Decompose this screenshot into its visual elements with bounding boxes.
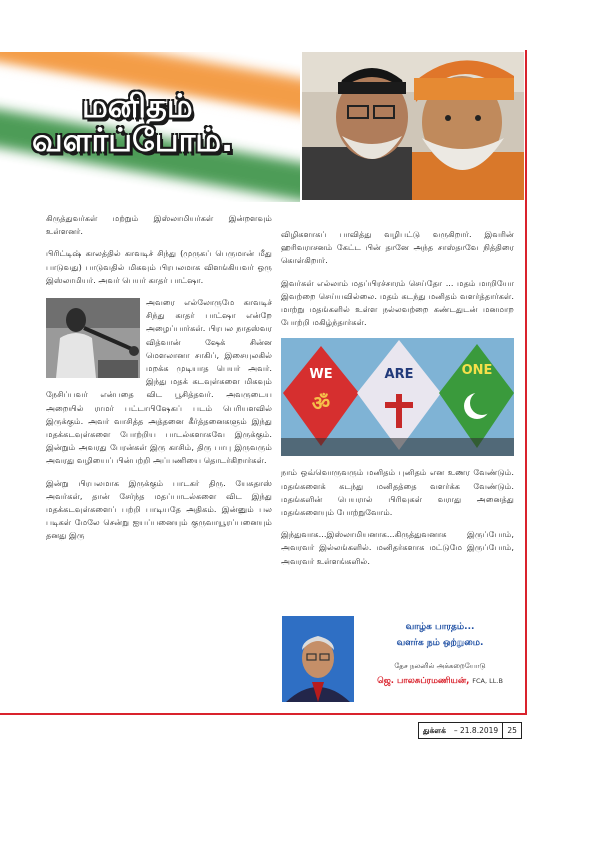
left-paragraph-1: கிருத்துவர்கள் மற்றும் இஸ்லாமியர்கள் இன்றளவும் உள்ளனர். xyxy=(46,213,272,237)
title-line-1: மனிதம் xyxy=(82,87,193,125)
kite-word-one: ONE xyxy=(461,363,493,379)
left-column xyxy=(46,212,272,552)
nadaswaram-player-photo xyxy=(46,298,140,378)
left-paragraph-2: பிரிட்டிஷ் காலத்தில் காவடிச் சிந்து (முருகப் பெருமான் மீது பாடுவது) பாடுவதில் மிகவும் பிரபலமாக விளங்கியவர் ஒரு இஸ்லாமியர். அவர் பெயர் காதர் பாட்ஷா. xyxy=(46,248,272,285)
page-footer xyxy=(418,722,522,739)
author-name-text: ஜெ. பாலசுப்ரமணியன், xyxy=(377,676,470,686)
author-credentials: FCA, LL.B xyxy=(472,677,503,685)
greeting-line-1: வாழ்க பாரதம்... xyxy=(405,622,475,632)
title-line-2: வளர்ப்போம். xyxy=(32,120,234,159)
right-column xyxy=(281,228,514,577)
om-symbol: ॐ xyxy=(311,391,331,416)
cross-symbol xyxy=(396,394,402,428)
greeting-line-2: வளர்க நம் ஒற்றுமை. xyxy=(396,638,484,648)
magazine-name: துக்ளக் xyxy=(423,726,446,735)
article-title xyxy=(32,87,234,159)
kite-word-are: ARE xyxy=(384,367,414,383)
left-paragraph-4: இன்று பிரபலமாக இருக்கும் பாடகர் திரு. யேசுதாஸ் அவர்கள், தான் சேர்ந்த மதப்பாடல்களை விட இந்து மதக்கடவுள்களைப் பற்றி பாடியதே அதிகம். இன்னும் பல படிகள் மேலே சென்று ஐயப்பனையும் குருவாயூரப்பனையும் தனது இரு xyxy=(46,477,272,541)
right-paragraph-1: விழிகளாகப் பாவித்து வழிபட்டு வருகிறார். இவரின் ஹரிவராசனம் கேட்ட பின் தானே அந்த சாஸ்தாவே நித்திரை கொள்கிறார். xyxy=(281,229,514,266)
left-paragraph-3: அவரை எல்லோருமே காவடிச் சிந்து காதர் பாட்ஷா என்றே அழைப்பார்கள். பிரபல நாதஸ்வர வித்வான் ஷேக் சின்ன மௌலானா சாகிப், இசையுலகில் மறக்க முடியாத பெயர் அவர். இந்து மதக் கடவுள்களை மிகவும் நேசிப்பவர் என்பதை விட பூசித்தவர். அவருடைய அறையில் ராமர் பட்டாபிஷேகப் படம் பெரியளவில் இருக்கும். அவர் வாசித்த அத்தனை கீர்த்தனைகளும் இந்து மதக்கடவுள்களை போற்றிய பாடல்களாகவே இருக்கும். இன்றும் அவரது பேரன்கள் இரு காசிம், திரு பாபு இருவரும் அவரது வழியைப் பின்பற்றி அப்பணியை தொடர்கிறார்கள். xyxy=(46,297,272,466)
greeting-box xyxy=(282,614,525,706)
we-are-one-kites-photo xyxy=(281,338,514,456)
right-paragraph-3: நாம் ஒவ்வொருவரும் மனிதம் புனிதம் என உணர வேண்டும். மதங்களைக் கடந்து மனிதத்தை வளர்க்க வேண்டும். மதங்களின் பெயரால் பிரிவுகள் வராது அனைத்து மதங்களையும் போற்றுவோம். xyxy=(281,467,514,518)
right-paragraph-4: இந்துவாக...இஸ்லாமியனாக...கிருத்துவனாக இருப்போம், அவரவர் இல்லங்களில். மனிதர்களாக மட்டுமே இருப்போம், அவரவர் உள்ளங்களில். xyxy=(281,529,514,566)
issue-date: – 21.8.2019 xyxy=(453,726,499,735)
kite-word-we: WE xyxy=(309,367,333,383)
right-paragraph-2: இவர்கள் எல்லாம் மதப்பிரச்சாரம் செய்தோ ... மதம் மாறியோ இவற்றை செய்யவில்லை. மதம் கடந்து மனிதம் வளர்த்தார்கள். மாற்று மதங்களில் உள்ள நல்லவற்றை கண்டதுடன் மனமாற போற்றி மகிழ்ந்தார்கள். xyxy=(281,277,514,328)
page-number: 25 xyxy=(502,723,521,738)
greeting-note: தேச நலனில் அக்கறையோடு xyxy=(394,662,486,670)
two-men-photo xyxy=(302,52,524,200)
author-name xyxy=(356,676,524,687)
author-portrait xyxy=(282,616,354,702)
